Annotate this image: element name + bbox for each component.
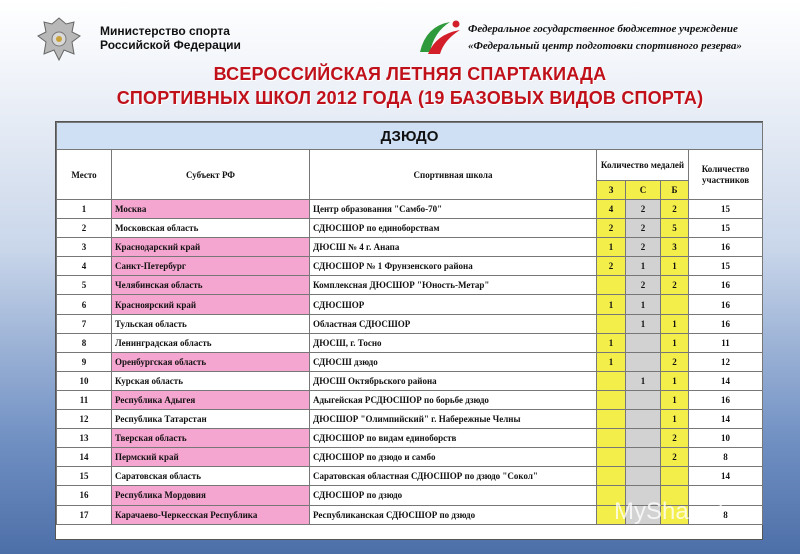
table-row [57,257,763,276]
cell-gold [597,448,626,467]
cell-subject: Карачаево-Черкесская Республика [112,505,310,524]
cell-school: ДЮСШ № 4 г. Анапа [310,238,597,257]
table-row [57,371,763,390]
table-row [57,390,763,409]
results-table-body [57,200,763,525]
cell-silver: 1 [626,371,661,390]
col-header-silver: С [626,181,661,200]
institution-line-1: Федеральное государственное бюджетное учреждение [468,23,738,35]
sport-reserve-logo-icon [416,18,466,58]
cell-silver [626,467,661,486]
cell-school: СДЮСШ дзюдо [310,352,597,371]
table-row [57,352,763,371]
cell-place: 13 [57,429,112,448]
cell-school: СДЮСШОР [310,295,597,314]
cell-gold [597,467,626,486]
cell-bronze: 2 [661,352,689,371]
cell-participants: 8 [689,505,763,524]
cell-place: 6 [57,295,112,314]
cell-bronze [661,295,689,314]
cell-participants: 10 [689,429,763,448]
cell-place: 14 [57,448,112,467]
cell-school: Комплексная ДЮСШОР "Юность-Метар" [310,276,597,295]
cell-participants: 16 [689,238,763,257]
cell-subject: Республика Адыгея [112,390,310,409]
table-row [57,333,763,352]
cell-silver: 1 [626,314,661,333]
col-header-school: Спортивная школа [310,150,597,200]
cell-gold [597,390,626,409]
col-header-bronze: Б [661,181,689,200]
cell-silver [626,333,661,352]
cell-silver: 1 [626,295,661,314]
cell-school: СДЮСШОР № 1 Фрунзенского района [310,257,597,276]
cell-bronze: 1 [661,390,689,409]
cell-subject: Тульская область [112,314,310,333]
title-line-2: СПОРТИВНЫХ ШКОЛ 2012 ГОДА (19 БАЗОВЫХ ВИДОВ СПОРТА) [116,88,704,108]
col-header-participants: Количество участников [689,150,763,200]
cell-participants: 8 [689,448,763,467]
sport-title: ДЗЮДО [57,123,763,150]
table-row [57,467,763,486]
cell-subject: Оренбургская область [112,352,310,371]
cell-bronze: 1 [661,333,689,352]
table-row [57,276,763,295]
cell-gold: 2 [597,257,626,276]
cell-bronze: 5 [661,219,689,238]
cell-school: СДЮСШОР по дзюдо [310,486,597,505]
col-header-place: Место [57,150,112,200]
cell-bronze: 1 [661,314,689,333]
col-header-medals: Количество медалей [597,150,689,181]
table-row [57,314,763,333]
cell-participants: 15 [689,200,763,219]
institution-line-2: «Федеральный центр подготовки спортивного резерва» [468,40,742,52]
cell-place: 9 [57,352,112,371]
cell-participants: 16 [689,276,763,295]
cell-silver: 2 [626,200,661,219]
cell-silver [626,410,661,429]
coat-of-arms-icon [34,14,84,64]
cell-participants: 16 [689,295,763,314]
cell-subject: Пермский край [112,448,310,467]
cell-bronze: 2 [661,429,689,448]
table-row [57,429,763,448]
cell-bronze: 1 [661,410,689,429]
cell-participants: 14 [689,371,763,390]
cell-gold: 1 [597,352,626,371]
cell-silver: 2 [626,238,661,257]
cell-subject: Курская область [112,371,310,390]
cell-gold: 4 [597,200,626,219]
cell-school: Областная СДЮСШОР [310,314,597,333]
table-row [57,238,763,257]
table-row [57,219,763,238]
watermark: MyShared [614,498,724,525]
table-row [57,200,763,219]
cell-school: СДЮСШОР по видам единоборств [310,429,597,448]
cell-silver: 2 [626,276,661,295]
cell-place: 17 [57,505,112,524]
cell-silver: 1 [626,257,661,276]
cell-gold: 1 [597,295,626,314]
cell-gold [597,371,626,390]
cell-subject: Ленинградская область [112,333,310,352]
col-header-gold: З [597,181,626,200]
table-row [57,410,763,429]
cell-subject: Москва [112,200,310,219]
cell-silver [626,352,661,371]
cell-participants: 11 [689,333,763,352]
page-header [0,0,800,62]
institution-name [468,21,742,55]
cell-subject: Республика Мордовия [112,486,310,505]
col-header-subject: Субъект РФ [112,150,310,200]
cell-participants: 16 [689,314,763,333]
cell-school: Саратовская областная СДЮСШОР по дзюдо "Сокол" [310,467,597,486]
cell-school: СДЮСШОР по дзюдо и самбо [310,448,597,467]
cell-school: Республиканская СДЮСШОР по дзюдо [310,505,597,524]
cell-place: 7 [57,314,112,333]
results-table [56,122,763,525]
cell-subject: Краснодарский край [112,238,310,257]
cell-place: 5 [57,276,112,295]
cell-participants: 15 [689,257,763,276]
cell-school: ДЮСШ, г. Тосно [310,333,597,352]
cell-place: 2 [57,219,112,238]
cell-school: Адыгейская РСДЮСШОР по борьбе дзюдо [310,390,597,409]
page-title [60,62,760,110]
cell-subject: Московская область [112,219,310,238]
cell-participants: 15 [689,219,763,238]
cell-place: 11 [57,390,112,409]
ministry-name [100,24,241,52]
cell-silver [626,429,661,448]
cell-subject: Тверская область [112,429,310,448]
ministry-line-2: Российской Федерации [100,38,241,52]
title-line-1: ВСЕРОССИЙСКАЯ ЛЕТНЯЯ СПАРТАКИАДА [213,64,607,84]
cell-place: 3 [57,238,112,257]
cell-participants: 16 [689,390,763,409]
cell-silver [626,390,661,409]
cell-bronze: 2 [661,200,689,219]
cell-gold: 1 [597,333,626,352]
ministry-line-1: Министерство спорта [100,24,230,38]
cell-bronze: 1 [661,371,689,390]
cell-school: ДЮСШОР "Олимпийский" г. Набережные Челны [310,410,597,429]
cell-place: 12 [57,410,112,429]
cell-subject: Республика Татарстан [112,410,310,429]
cell-bronze: 2 [661,276,689,295]
cell-subject: Красноярский край [112,295,310,314]
cell-participants: 14 [689,410,763,429]
cell-gold [597,314,626,333]
cell-place: 4 [57,257,112,276]
cell-subject: Челябинская область [112,276,310,295]
cell-school: СДЮСШОР по единоборствам [310,219,597,238]
cell-gold [597,276,626,295]
cell-bronze [661,467,689,486]
cell-place: 15 [57,467,112,486]
cell-participants: 14 [689,467,763,486]
cell-gold [597,410,626,429]
cell-school: Центр образования "Самбо-70" [310,200,597,219]
cell-gold: 1 [597,238,626,257]
cell-participants: 12 [689,352,763,371]
cell-bronze: 2 [661,448,689,467]
table-row [57,448,763,467]
cell-place: 1 [57,200,112,219]
results-table-container [55,121,763,540]
cell-bronze: 3 [661,238,689,257]
table-row [57,295,763,314]
cell-place: 16 [57,486,112,505]
cell-silver: 2 [626,219,661,238]
cell-school: ДЮСШ Октябрьского района [310,371,597,390]
cell-place: 8 [57,333,112,352]
cell-bronze: 1 [661,257,689,276]
cell-gold: 2 [597,219,626,238]
cell-silver [626,448,661,467]
cell-subject: Саратовская область [112,467,310,486]
cell-place: 10 [57,371,112,390]
cell-gold [597,429,626,448]
cell-subject: Санкт-Петербург [112,257,310,276]
